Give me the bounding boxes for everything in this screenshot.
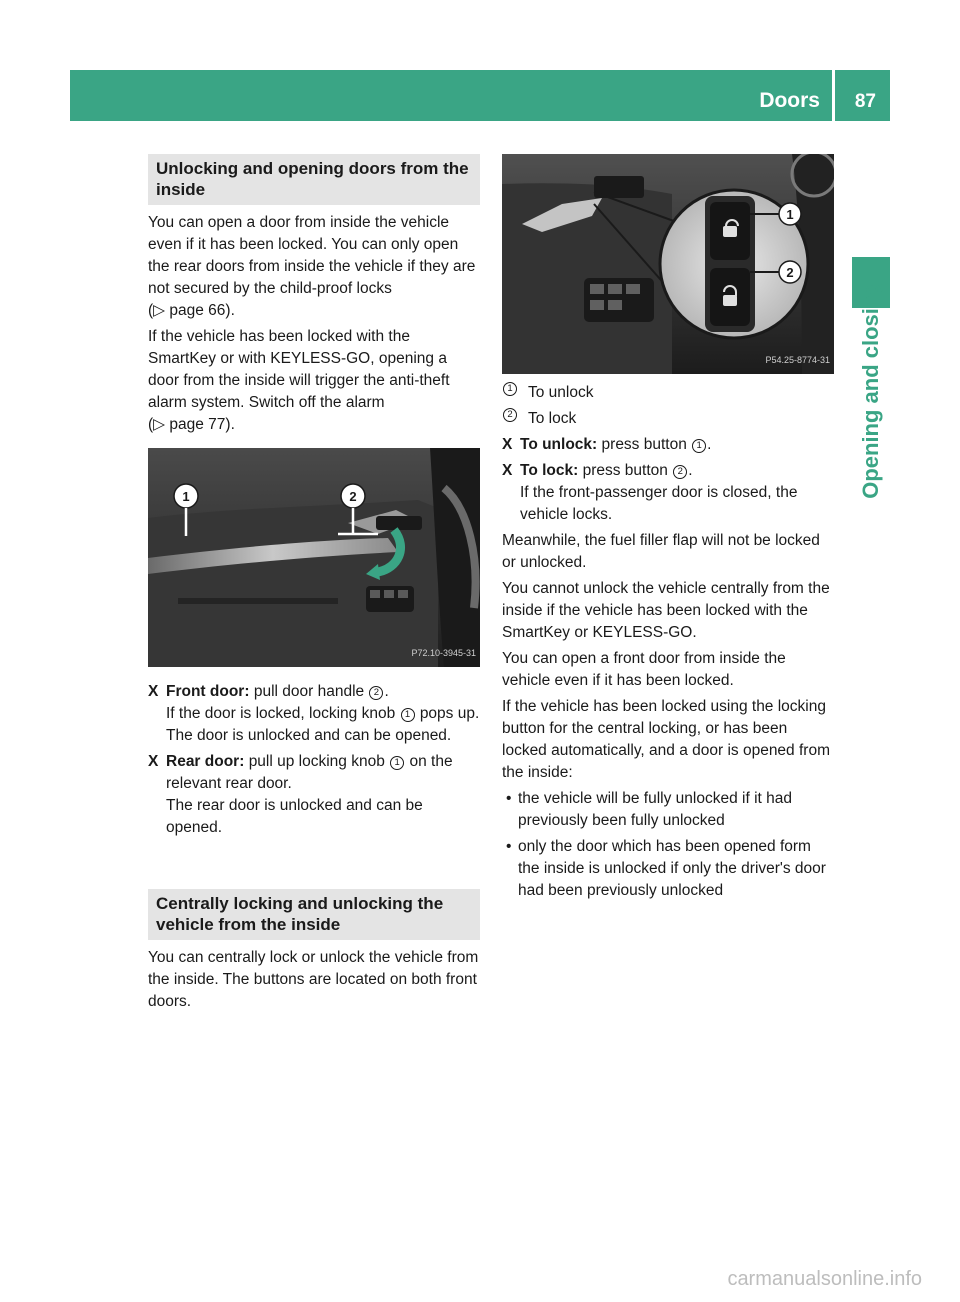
section-heading-central-locking: Centrally locking and unlocking the vehicle from the inside <box>148 889 480 940</box>
step-marker-icon: X <box>502 462 513 479</box>
page-number: 87 <box>854 91 876 112</box>
figure1-callout-1: 1 <box>182 489 190 504</box>
door-handle-figure <box>148 448 480 667</box>
page-header-bar <box>70 70 890 121</box>
figure2-callout-2: 2 <box>786 265 794 280</box>
instruction-unlock: X To unlock: press button 1 . <box>502 434 834 456</box>
paragraph-fuel-flap: Meanwhile, the fuel filler flap will not be locked or unlocked. <box>502 532 820 571</box>
paragraph-locked-conditions: If the vehicle has been locked using the locking button for the central locking, or has been locked automatically, and a door is opened from the inside: <box>502 698 830 781</box>
section-title: Doors <box>759 89 820 112</box>
figure2-callout-1: 1 <box>786 207 794 222</box>
figure-code: P72.10-3945-31 <box>411 648 476 658</box>
paragraph-central-locking: You can centrally lock or unlock the vehicle from the inside. The buttons are located on both front doors. <box>148 949 479 1010</box>
door-handle-illustration <box>148 448 480 667</box>
step-marker-icon: X <box>148 753 159 770</box>
page-reference-link[interactable]: (▷ page 66). <box>148 302 235 319</box>
paragraph-alarm: If the vehicle has been locked with the SmartKey or with KEYLESS-GO, opening a door from the inside will trigger the anti-theft alarm system. Switch off the alarm (▷ page 77). <box>148 328 450 433</box>
lock-buttons-figure <box>502 154 834 374</box>
paragraph-intro: You can open a door from inside the vehicle even if it has been locked. You can only open the rear doors from inside the vehicle if they are not secured by the child-proof locks (▷ page 66). <box>148 214 476 319</box>
paragraph-central-unlock: You cannot unlock the vehicle centrally from the inside if the vehicle has been locked with the SmartKey or KEYLESS-GO. <box>502 580 830 641</box>
legend-item: 1 To unlock <box>502 382 834 404</box>
instruction-front-door: X Front door: pull door handle 2 . If the door is locked, locking knob 1 pops up. The door is unlocked and can be opened. <box>148 683 480 744</box>
figure1-callout-2: 2 <box>349 489 357 504</box>
chapter-label: Opening and closing <box>858 281 883 499</box>
bullet-item: • the vehicle will be fully unlocked if it had previously been fully unlocked <box>506 790 792 829</box>
paragraph-front-door: You can open a front door from inside the vehicle even if it has been locked. <box>502 650 786 689</box>
instruction-rear-door: X Rear door: pull up locking knob 1 on the relevant rear door. The rear door is unlocked and can be opened. <box>148 753 453 836</box>
legend-item: 2 To lock <box>502 408 834 430</box>
watermark: carmanualsonline.info <box>727 1268 922 1290</box>
header-divider <box>832 70 835 121</box>
left-column <box>148 154 480 1017</box>
step-marker-icon: X <box>148 683 159 700</box>
right-column <box>502 154 834 906</box>
bullet-icon: • <box>506 790 512 807</box>
step-marker-icon: X <box>502 436 513 453</box>
instruction-lock: X To lock: press button 2 . If the front-passenger door is closed, the vehicle locks. <box>502 462 798 523</box>
figure-code: P54.25-8774-31 <box>765 355 830 365</box>
lock-buttons-illustration <box>502 154 834 374</box>
page-reference-link[interactable]: (▷ page 77). <box>148 416 235 433</box>
section-heading-unlocking: Unlocking and opening doors from the inside <box>148 154 480 205</box>
bullet-item: • only the door which has been opened form the inside is unlocked if only the driver's door had been previously unlocked <box>506 838 826 899</box>
bullet-icon: • <box>506 838 512 855</box>
